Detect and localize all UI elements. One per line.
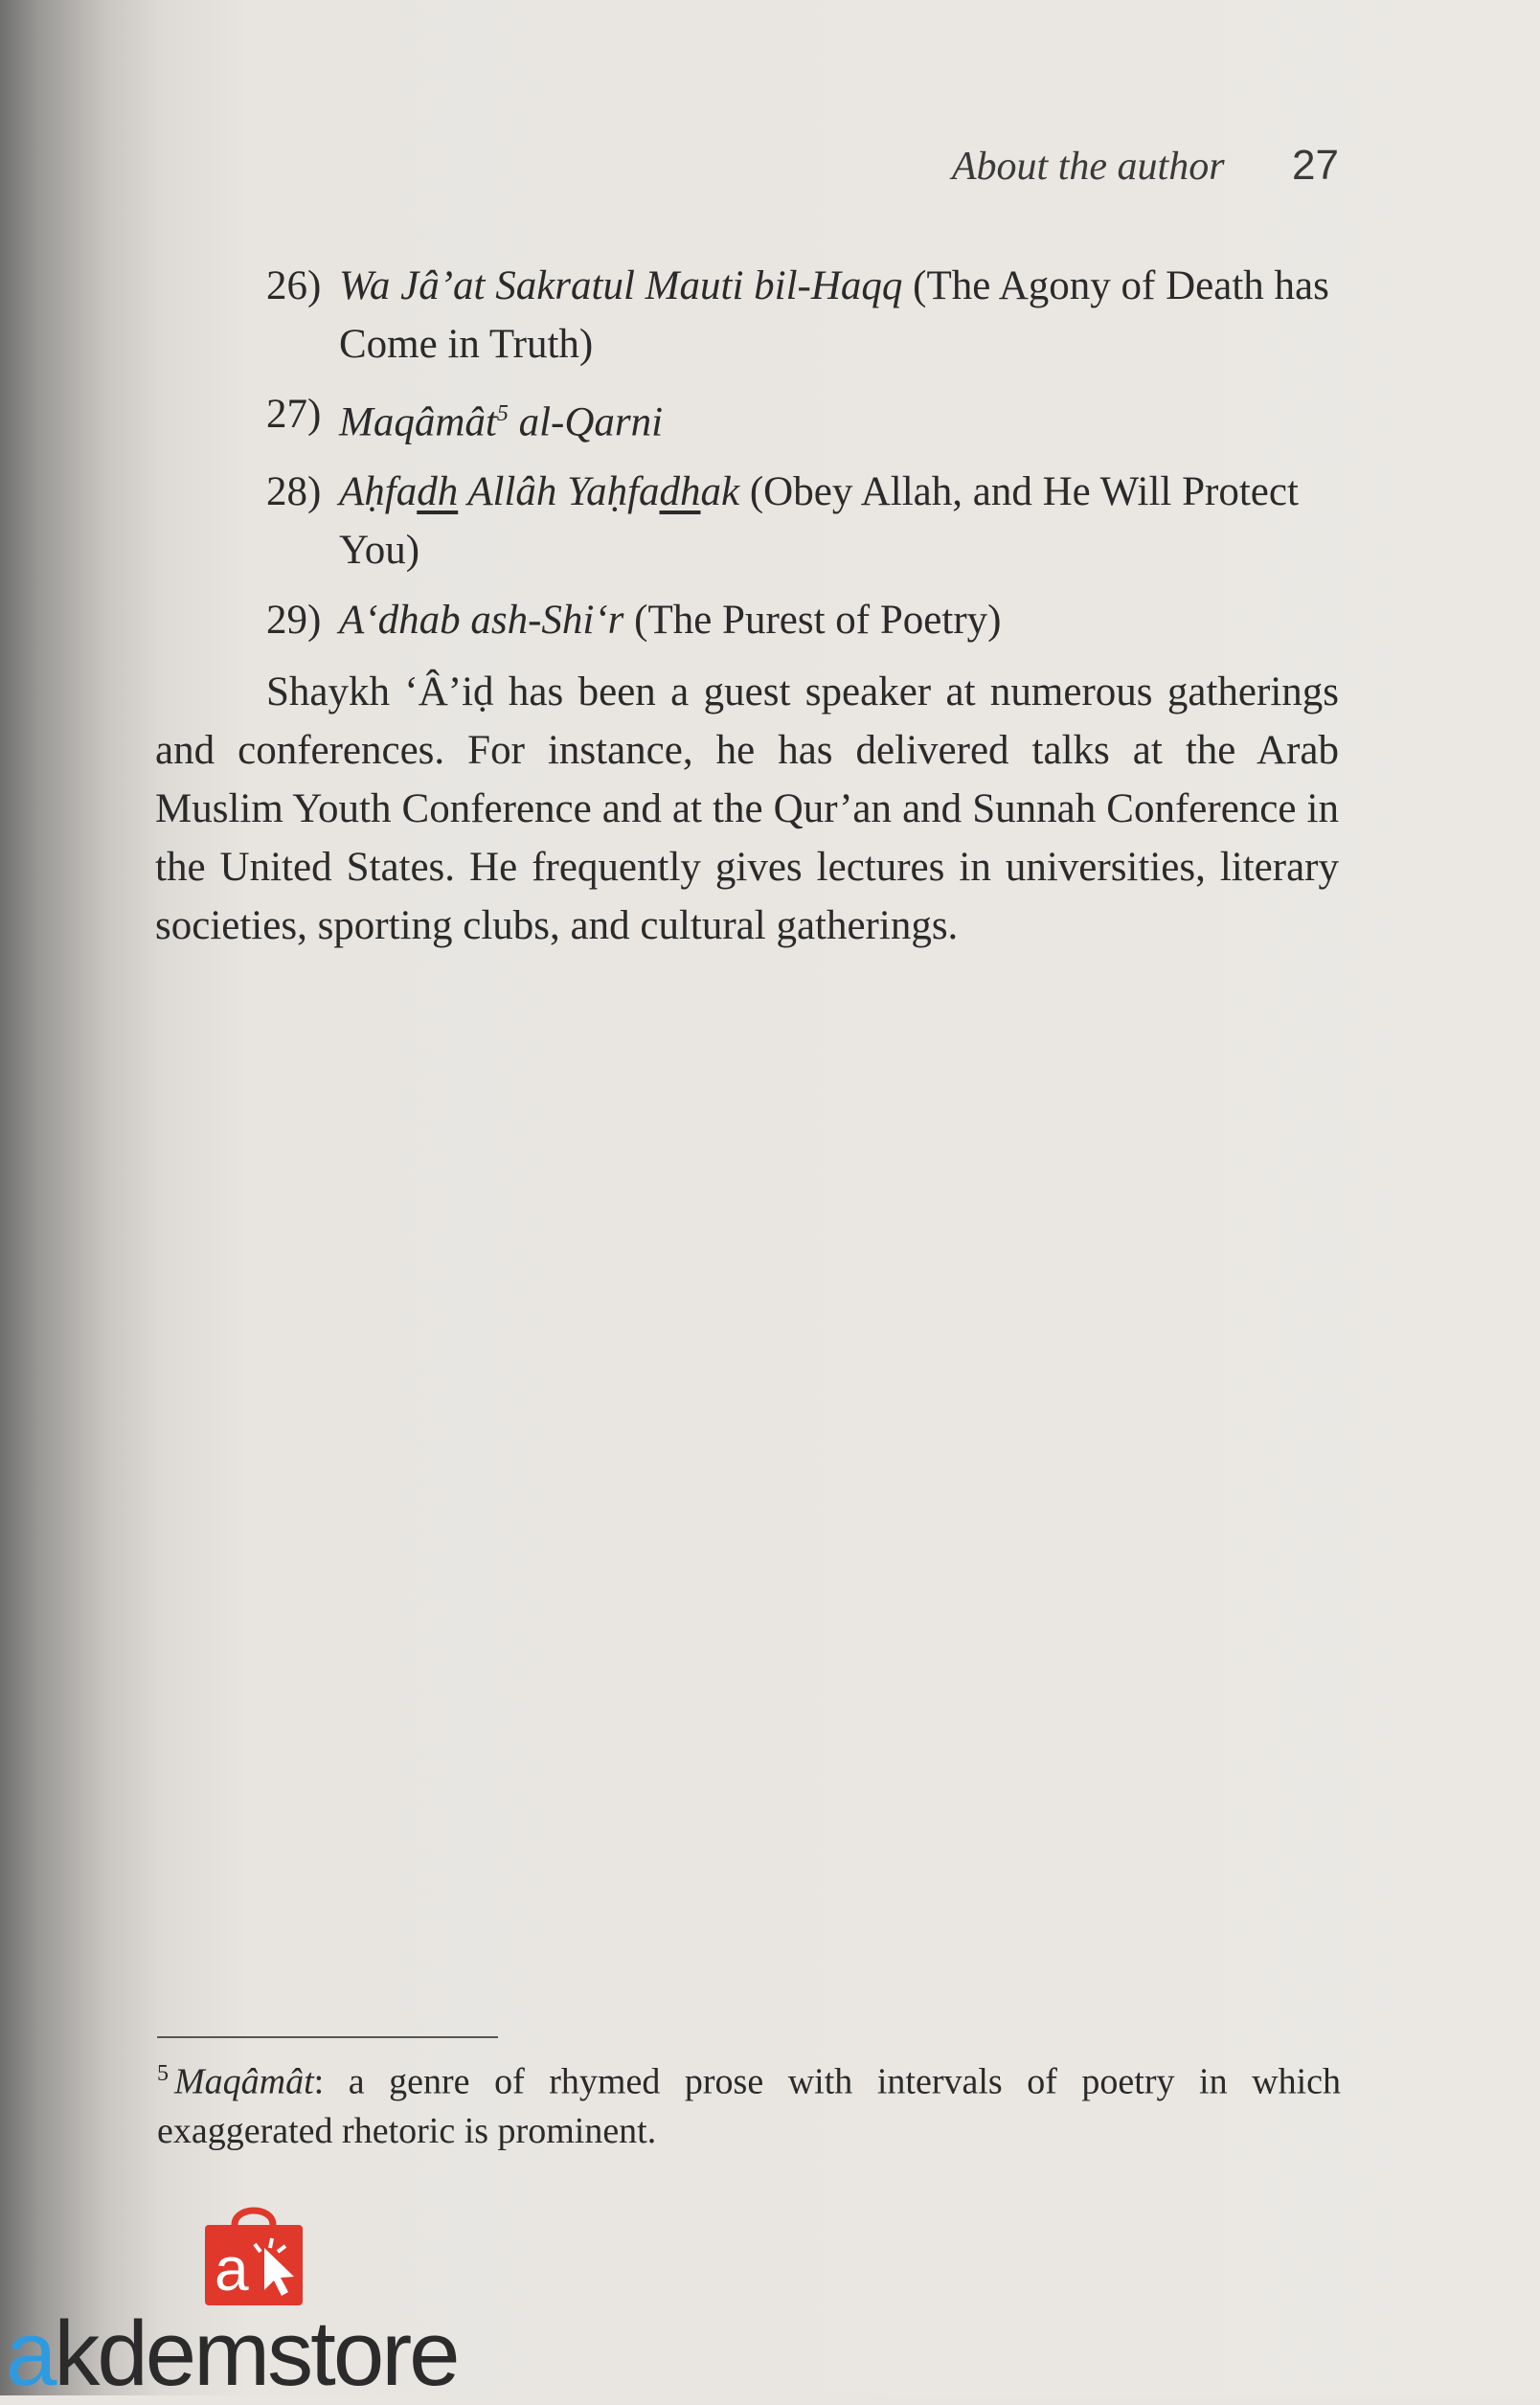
item-title-part: dh [659,469,701,515]
item-text [339,385,1339,451]
item-title-part: Allâh Yaḥfa [458,469,660,515]
item-title: Wa Jâ’at Sakratul Mauti bil-Haqq [339,263,903,308]
item-text [339,463,1339,579]
item-translation: (The Purest of Poetry) [623,598,1002,644]
item-number: 28) [266,469,322,515]
item-title-part: Aḥfa [339,469,418,515]
item-title-part: ak [700,469,740,515]
footnote-marker: 5 [157,2061,169,2086]
item-title: Maqâmât [339,399,497,445]
footnote-text: : a genre of rhymed prose with intervals of poetry in which exaggerated rhetoric is prominent. [157,2061,1341,2151]
footnote-term: Maqâmât [174,2061,314,2102]
item-number: 29) [266,598,322,644]
running-header [952,142,1339,190]
list-item [266,257,1339,374]
item-text [339,591,1339,649]
footnote [157,2050,1341,2156]
svg-text:a: a [215,2235,249,2303]
item-title-rest: al-Qarni [508,399,664,445]
store-watermark [0,2198,517,2405]
item-translation: (The Agony of Death has Come in Truth) [339,263,1329,367]
footnote-rule [157,2036,498,2038]
item-number: 27) [266,392,322,437]
page-number: 27 [1292,142,1339,189]
list-item [266,463,1339,579]
store-wordmark: akdemstore [6,2303,458,2405]
shopping-bag-icon [201,2198,306,2308]
paragraph-text: Shaykh ‘Â’iḍ has been a guest speaker at numerous gatherings and conferences. For instance, he has delivered talks at the Arab Muslim Youth Conference and at the Qur’an and Sunnah Conference in the United States. He frequently gives lectures in universities, literary societies, sporting clubs, and cultural gatherings. [155,669,1339,948]
item-text [339,257,1339,374]
footnote-reference: 5 [496,401,509,426]
item-number: 26) [266,263,322,308]
list-item [266,591,1339,649]
item-title-part: dh [417,469,459,515]
works-list [266,257,1339,661]
list-item [266,385,1339,451]
header-title: About the author [951,145,1225,189]
item-translation: (Obey Allah, and He Will Protect You) [339,469,1299,574]
body-paragraph [155,663,1339,955]
item-title: A‘dhab ash-Shi‘r [339,598,624,644]
